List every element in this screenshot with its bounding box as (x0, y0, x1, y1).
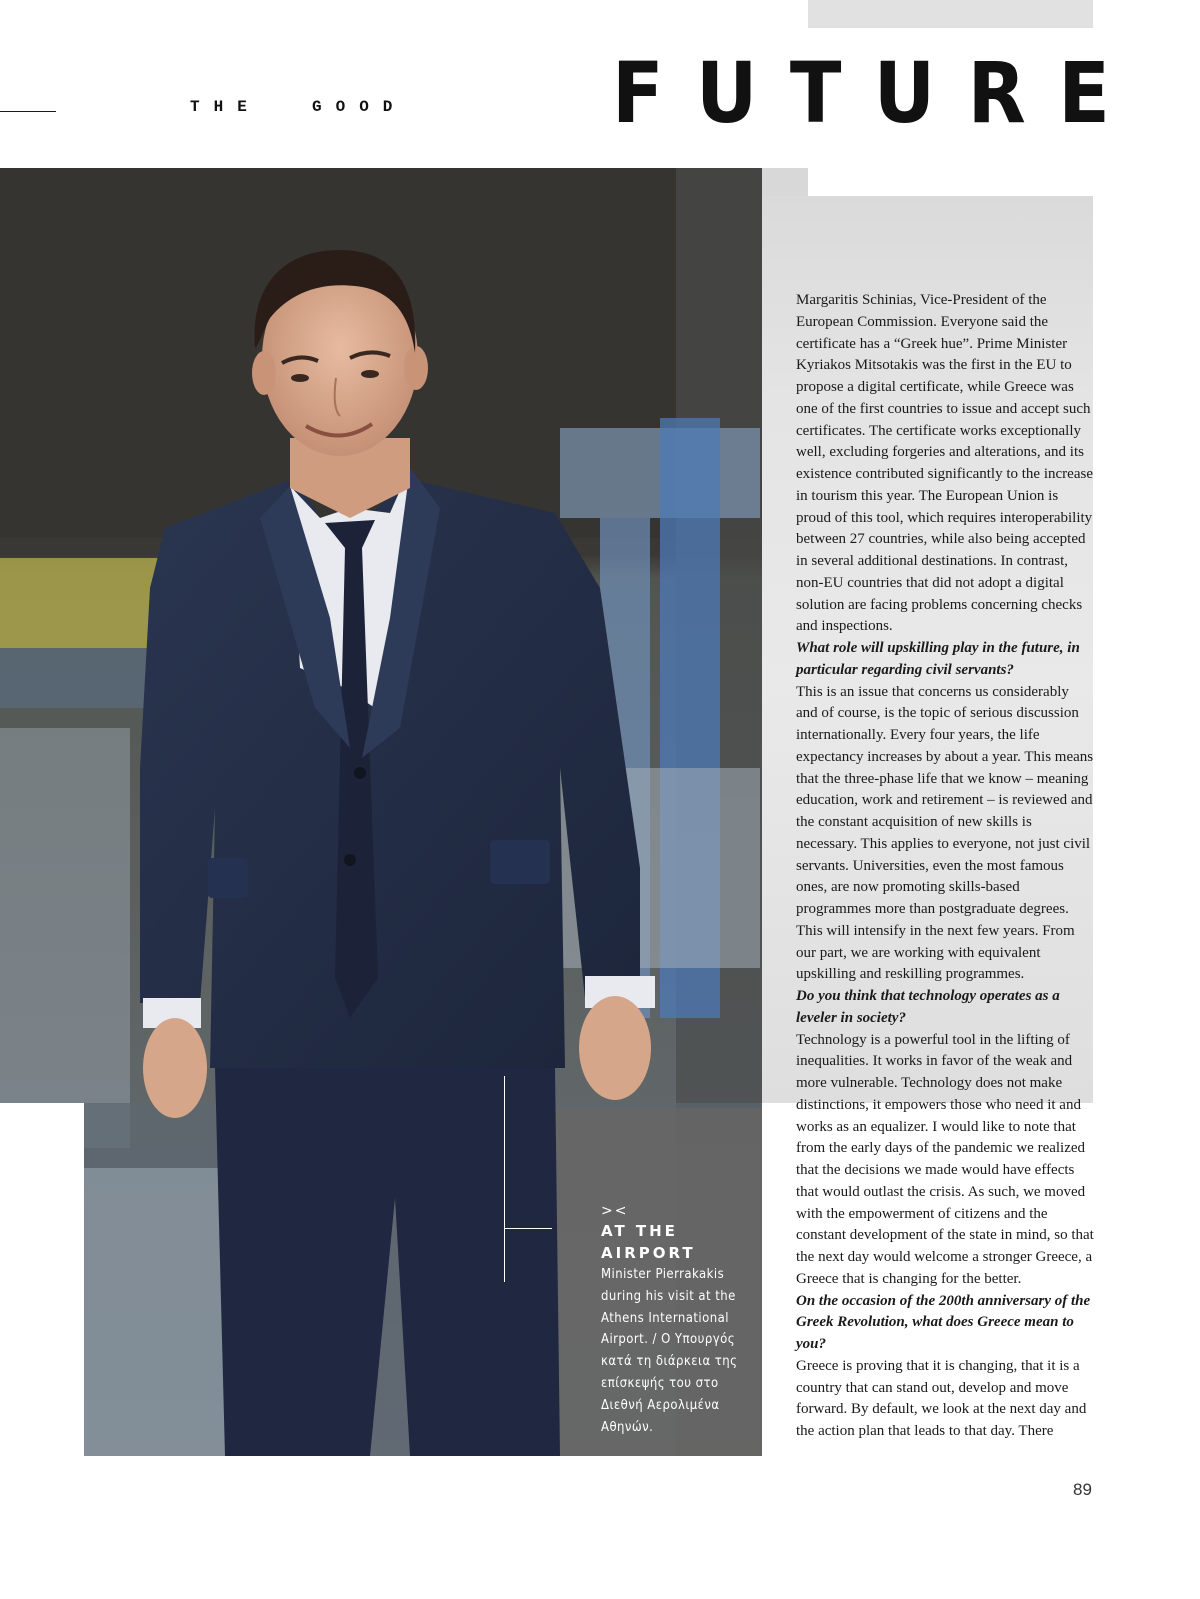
article-paragraph-2: This is an issue that concerns us considerably and of course, is the topic of serious discussion internationally. Every four years, the life expectancy increases by about a year. This means that the three-phase life that we know – meaning education, work and retirement – is reviewed and the constant acquisition of new skills is necessary. This applies to everyone, not just civil servants. Universities, even the most famous ones, are now promoting skills-based programmes more than postgraduate degrees. This will intensify in the next few years. From our part, we are working with equivalent upskilling and reskilling programmes. (796, 683, 1094, 983)
header-rule (0, 111, 56, 112)
section-kicker-the: THE (190, 98, 261, 116)
caption-title-line1: AT THE (601, 1222, 678, 1240)
page-number: 89 (1073, 1480, 1092, 1499)
article-paragraph-1: Margaritis Schinias, Vice-President of the European Commission. Everyone said the certificate has a “Greek hue”. Prime Minister Kyriakos Mitsotakis was the first in the EU to propose a digital certificate, while Greece was one of the first countries to issue and accept such certificates. The certificate works exceptionally well, excluding forgeries and alterations, and its existence contributed significantly to the increase in tourism this year. The European Union is proud of this tool, which requires interoperability between 27 countries, while also being accepted in several additional destinations. In contrast, non-EU countries that did not adopt a digital solution are facing problems concerning checks and inspections. (796, 292, 1093, 635)
interview-question-3: On the occasion of the 200th anniversary of the Greek Revolution, what does Greece mean to you? (796, 1292, 1091, 1352)
caption-title-line2: AIRPORT (601, 1244, 696, 1262)
section-kicker-good: GOOD (312, 98, 407, 116)
interview-question-1: What role will upskilling play in the future, in particular regarding civil servants? (796, 640, 1080, 678)
white-notch (808, 168, 1093, 196)
caption-rule-vertical (504, 1076, 505, 1282)
photo-caption (601, 1202, 751, 1438)
grey-notch (762, 168, 808, 196)
caption-mark: >< (601, 1203, 629, 1219)
section-title: FUTURE (612, 44, 1143, 142)
top-grey-block (808, 0, 1093, 28)
photo-cutout (0, 1103, 84, 1459)
caption-rule-horizontal (504, 1228, 552, 1229)
article-body (796, 290, 1094, 1443)
caption-text: Minister Pierrakakis during his visit at the Athens International Airport. / Ο Υπουργός κατά τη διάρκεια της επίσκεψής του στο Διεθνή Αερολιμένα Αθηνών. (601, 1267, 738, 1435)
article-paragraph-4: Greece is proving that it is changing, that it is a country that can stand out, develop and move forward. By default, we look at the next day and the action plan that leads to that day. There (796, 1357, 1087, 1439)
interview-question-2: Do you think that technology operates as a leveler in society? (796, 988, 1060, 1026)
article-paragraph-3: Technology is a powerful tool in the lifting of inequalities. It works in favor of the weak and more vulnerable. Technology does not make distinctions, it empowers those who need it and works as an equalizer. I would like to note that from the early days of the pandemic we realized that the decisions we made would have effects that would outlast the crisis. As such, we moved with the empowerment of citizens and the constant development of the state in mind, so that the next day would welcome a stronger Greece, a Greece that is changing for the better. (796, 1031, 1094, 1287)
